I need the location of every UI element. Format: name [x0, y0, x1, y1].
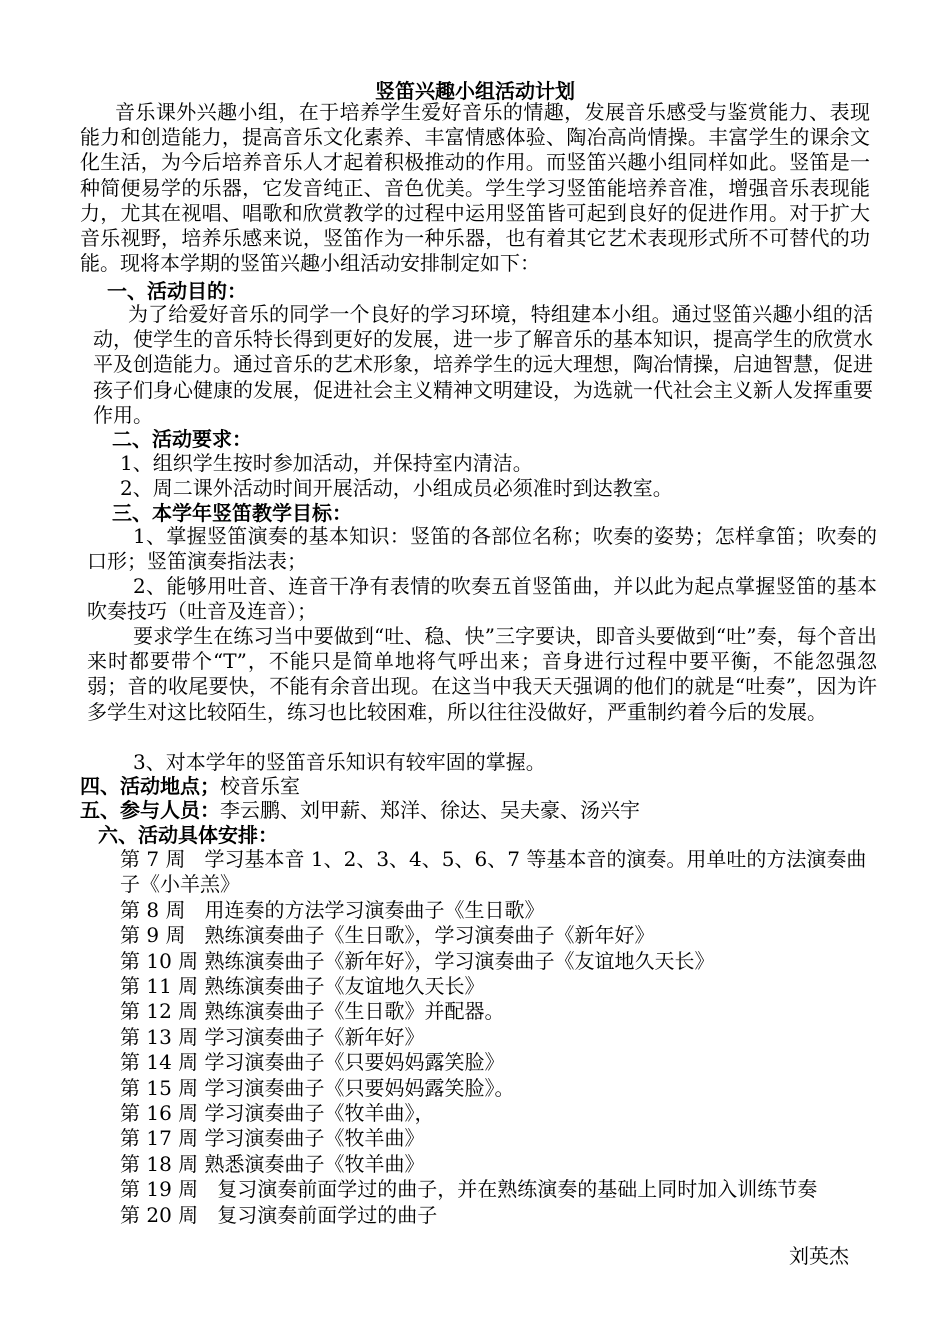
schedule-activity: 学习演奏曲子《新年好》 [204, 1024, 425, 1049]
section-schedule-heading: 六、活动具体安排： [98, 823, 278, 847]
document-title: 竖笛兴趣小组活动计划 [375, 79, 575, 103]
schedule-row-week-8 [120, 898, 880, 923]
section-participants [80, 798, 640, 823]
schedule-activity: 熟练演奏曲子《生日歌》，学习演奏曲子《新年好》 [204, 923, 655, 948]
schedule-week: 第 19 周 [120, 1177, 199, 1202]
schedule-week: 第 10 周 [120, 948, 199, 973]
schedule-week: 第 8 周 [120, 897, 186, 922]
schedule-row-week-9 [120, 923, 880, 948]
schedule-activity: 学习演奏曲子《牧羊曲》 [204, 1126, 425, 1151]
schedule-activity: 熟练演奏曲子《友谊地久天长》 [204, 974, 485, 999]
schedule-week: 第 12 周 [120, 999, 199, 1024]
requirement-item: 2、周二课外活动时间开展活动，小组成员必须准时到达教室。 [120, 476, 673, 500]
section-location-heading: 四、活动地点； [80, 774, 220, 798]
schedule-week: 第 9 周 [120, 923, 186, 948]
schedule-activity: 学习基本音 1、2、3、4、5、6、7 等基本音的演奏。用单吐的方法演奏曲子《小羊羔》 [120, 847, 867, 897]
schedule-row-week-19 [120, 1177, 880, 1202]
schedule-row-week-10 [120, 949, 880, 974]
schedule-week: 第 15 周 [120, 1075, 199, 1100]
schedule-activity: 学习演奏曲子《只要妈妈露笑脸》 [204, 1050, 505, 1075]
goal-1: 1、掌握竖笛演奏的基本知识：竖笛的各部位名称；吹奏的姿势；怎样拿笛；吹奏的口形；竖笛演奏指法表； [87, 524, 877, 574]
section-location-value: 校音乐室 [220, 774, 300, 798]
goal-3: 3、对本学年的竖笛音乐知识有较牢固的掌握。 [133, 750, 546, 774]
schedule-row-week-15 [120, 1076, 880, 1101]
goal-2-detail: 要求学生在练习当中要做到“吐、稳、快”三字要诀，即音头要做到“吐”奏，每个音出来时都要带个“T”，不能只是简单地将气呼出来；音身进行过程中要平衡，不能忽强忽弱；音的收尾要快，不能有余音出现。在这当中我天天强调的他们的就是“吐奏”，因为许多学生对这比较陌生，练习也比较困难，所以往往没做好，严重制约着今后的发展。 [87, 624, 877, 724]
schedule-row-week-13 [120, 1025, 880, 1050]
schedule-list [120, 847, 880, 1228]
schedule-activity: 学习演奏曲子《只要妈妈露笑脸》。 [204, 1075, 515, 1100]
schedule-week: 第 17 周 [120, 1126, 199, 1151]
section-participants-heading: 五、参与人员： [80, 798, 220, 822]
schedule-week: 第 18 周 [120, 1151, 199, 1176]
schedule-activity: 熟练演奏曲子《生日歌》并配器。 [204, 999, 505, 1024]
schedule-week: 第 7 周 [120, 847, 186, 871]
schedule-row-week-11 [120, 974, 880, 999]
schedule-row-week-20 [120, 1203, 880, 1228]
schedule-row-week-18 [120, 1152, 880, 1177]
schedule-activity: 学习演奏曲子《牧羊曲》， [204, 1101, 435, 1126]
goal-2: 2、能够用吐音、连音干净有表情的吹奏五首竖笛曲，并以此为起点掌握竖笛的基本吹奏技巧（吐音及连音）； [87, 574, 877, 624]
schedule-row-week-16 [120, 1101, 880, 1126]
section-participants-value: 李云鹏、刘甲薪、郑洋、徐达、吴夫豪、汤兴宇 [220, 798, 640, 822]
schedule-activity: 复习演奏前面学过的曲子 [217, 1202, 438, 1227]
section-purpose-body: 为了给爱好音乐的同学一个良好的学习环境，特组建本小组。通过竖笛兴趣小组的活动，使学生的音乐特长得到更好的发展，进一步了解音乐的基本知识，提高学生的欣赏水平及创造能力。通过音乐的艺术形象，培养学生的远大理想，陶冶情操，启迪智慧，促进孩子们身心健康的发展，促进社会主义精神文明建设，为选就一代社会主义新人发挥重要作用。 [93, 302, 873, 427]
schedule-row-week-12 [120, 999, 880, 1024]
author-signature: 刘英杰 [789, 1244, 849, 1268]
schedule-week: 第 16 周 [120, 1101, 199, 1126]
schedule-activity: 复习演奏前面学过的曲子，并在熟练演奏的基础上同时加入训练节奏 [217, 1177, 818, 1202]
schedule-activity: 熟悉演奏曲子《牧羊曲》 [204, 1151, 425, 1176]
section-requirements-heading: 二、活动要求： [112, 427, 252, 451]
intro-paragraph: 音乐课外兴趣小组，在于培养学生爱好音乐的情趣，发展音乐感受与鉴赏能力、表现能力和创造能力，提高音乐文化素养、丰富情感体验、陶冶高尚情操。丰富学生的课余文化生活，为今后培养音乐人才起着积极推动的作用。而竖笛兴趣小组同样如此。竖笛是一种简便易学的乐器，它发音纯正、音色优美。学生学习竖笛能培养音准，增强音乐表现能力，尤其在视唱、唱歌和欣赏教学的过程中运用竖笛皆可起到良好的促进作用。对于扩大音乐视野，培养乐感来说，竖笛作为一种乐器，也有着其它艺术表现形式所不可替代的功能。现将本学期的竖笛兴趣小组活动安排制定如下： [80, 100, 870, 276]
schedule-activity: 用连奏的方法学习演奏曲子《生日歌》 [204, 897, 545, 922]
schedule-row-week-17 [120, 1126, 880, 1151]
section-goals-heading: 三、本学年竖笛教学目标： [112, 501, 352, 525]
schedule-week: 第 11 周 [120, 974, 199, 999]
schedule-row-week-7 [120, 847, 880, 898]
requirement-item: 1、组织学生按时参加活动，并保持室内清洁。 [120, 451, 533, 475]
schedule-row-week-14 [120, 1050, 880, 1075]
schedule-week: 第 14 周 [120, 1050, 199, 1075]
section-location [80, 774, 300, 799]
schedule-week: 第 20 周 [120, 1202, 199, 1227]
schedule-week: 第 13 周 [120, 1024, 199, 1049]
section-purpose-heading: 一、活动目的： [107, 279, 247, 303]
schedule-activity: 熟练演奏曲子《新年好》，学习演奏曲子《友谊地久天长》 [204, 948, 715, 973]
